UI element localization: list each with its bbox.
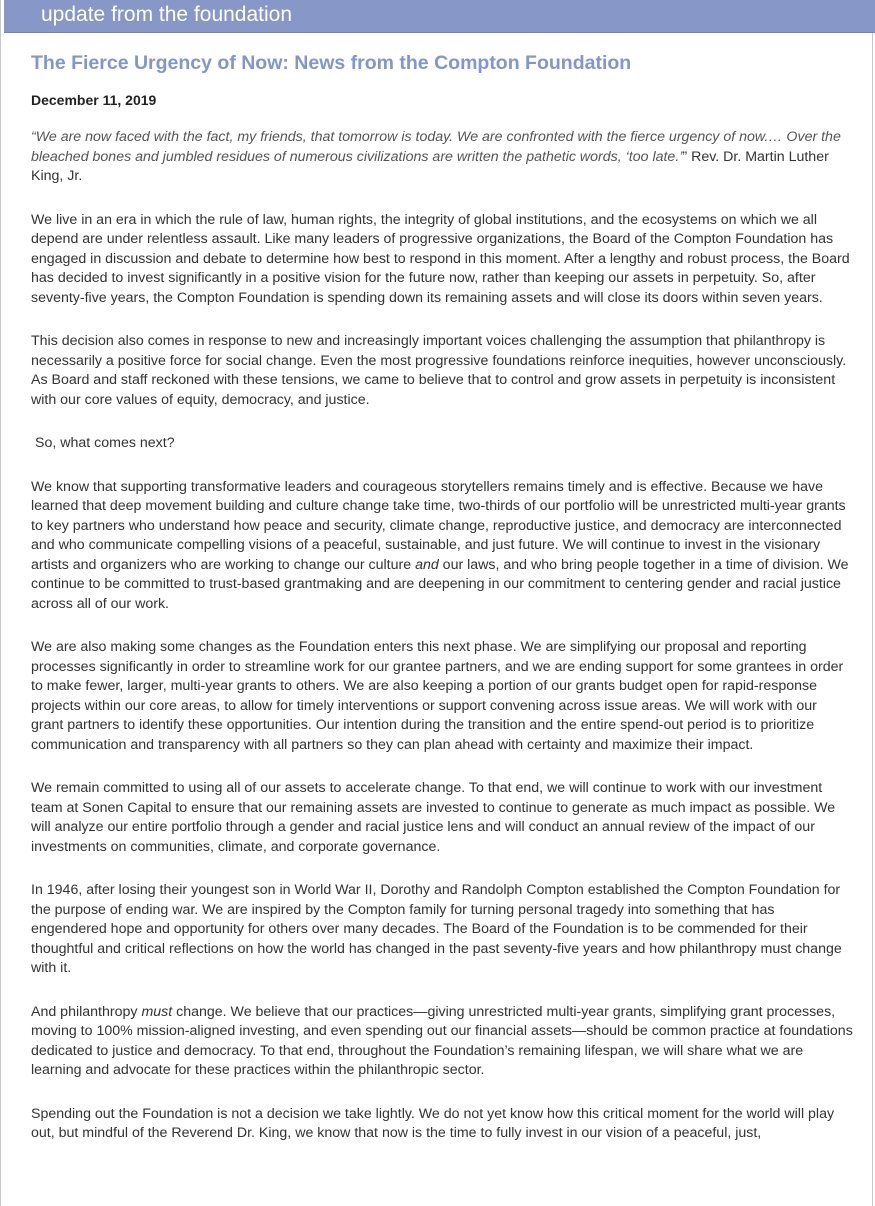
section-question: So, what comes next? — [35, 435, 175, 451]
paragraph-2: This decision also comes in response to new and increasingly important voices challenging the assumption that philanthropy is necessarily a positive force for social change. Even the most progressive foundations reinforce inequities, however unconsciously. As Board and staff reckoned with these tensions, we came to believe that to control and grow assets in perpetuity is inconsistent with our core values of equity, democracy, and justice. — [31, 333, 847, 408]
paragraph-4: We are also making some changes as the Foundation enters this next phase. We are simplifying our proposal and reporting processes significantly in order to streamline work for our grantee partners, and we are ending support for some grantees in order to make fewer, larger, multi-year grants to others. We are also keeping a portion of our grants budget open for rapid-response projects within our core areas, to allow for timely interventions or support convening across issue areas. We will work with our grant partners to identify these opportunities. Our intention during the transition and the entire spend-out period is to prioritize communication and transparency with all partners so they can plan ahead with certainty and maximize their impact. — [31, 639, 844, 753]
paragraph-7-part-1: And philanthropy — [31, 1003, 142, 1020]
paragraph-1: We live in an era in which the rule of law, human rights, the integrity of global institutions, and the ecosystems on which we all depend are under relentless assault. Like many leaders of progressive organizations, the Board of the Compton Foundation has engaged in discussion and debate to determine how best to respond in this moment. After a lengthy and robust process, the Board has decided to invest significantly in a positive vision for the future now, rather than keeping our assets in perpetuity. So, after seventy-five years, the Compton Foundation is spending down its remaining assets and will close its doors within seven years. — [31, 211, 850, 306]
article-date: December 11, 2019 — [31, 92, 157, 108]
paragraph-7 — [31, 1003, 853, 1081]
paragraph-7-emphasis: must — [141, 1003, 173, 1020]
paragraph-8: Spending out the Foundation is not a decision we take lightly. We do not yet know how this critical moment for the world will play out, but mindful of the Reverend Dr. King, we know that now is the time to fully invest in our vision of a peaceful, just, — [31, 1105, 835, 1141]
article — [31, 50, 853, 1144]
paragraph-3-part-2: our laws, and who bring people together in a time of division. We continue to be committed to trust-based grantmaking and are deepening in our commitment to centering gender and racial justice across all of our work. — [31, 556, 849, 612]
paragraph-5: We remain committed to using all of our assets to accelerate change. To that end, we will continue to work with our investment team at Sonen Capital to ensure that our remaining assets are invested to continue to generate as much impact as possible. We will analyze our entire portfolio through a gender and racial justice lens and will conduct an annual review of the impact of our investments on communities, climate, and corporate governance. — [31, 780, 836, 855]
paragraph-3-emphasis: and — [415, 556, 439, 573]
article-title: The Fierce Urgency of Now: News from the Compton Foundation — [31, 52, 632, 74]
paragraph-7-part-2: change. We believe that our practices—giving unrestricted multi-year grants, simplifying grant processes, moving to 100% mission-aligned investing, and even spending out our financial assets—should be common practice at foundations dedicated to justice and democracy. To that end, throughout the Foundation’s remaining lifespan, we will share what we are learning and advocate for these practices within the philanthropic sector. — [31, 1003, 853, 1078]
quote-attribution: ” Rev. Dr. Martin Luther King, Jr. — [31, 148, 829, 184]
header-banner — [4, 0, 875, 33]
paragraph-6: In 1946, after losing their youngest son in World War II, Dorothy and Randolph Compton established the Compton Foundation for the purpose of ending war. We are inspired by the Compton family for turning personal tragedy into something that has engendered hope and opportunity for others over many decades. The Board of the Foundation is to be commended for their thoughtful and critical reflections on how the world has changed in the past seventy-five years and how philanthropy must change with it. — [31, 882, 842, 976]
paragraph-3 — [31, 478, 853, 615]
king-quote — [31, 128, 853, 187]
quote-text: “We are now faced with the fact, my friends, that tomorrow is today. We are confronted with the fierce urgency of now.… Over the bleached bones and jumbled residues of numerous civilizations are written the pathetic words, ‘too late.’ — [31, 129, 841, 165]
banner-title: update from the foundation — [41, 3, 293, 26]
paragraph-3-part-1: We know that supporting transformative leaders and courageous storytellers remains timely and is effective. Because we have learned that deep movement building and culture change take time, two-thirds of our portfolio will be unrestricted multi-year grants to key partners who understand how peace and security, climate change, reproductive justice, and democracy are interconnected and who communicate compelling visions of a peaceful, sustainable, and just future. We will continue to invest in the visionary artists and organizers who are working to change our culture — [31, 478, 846, 573]
